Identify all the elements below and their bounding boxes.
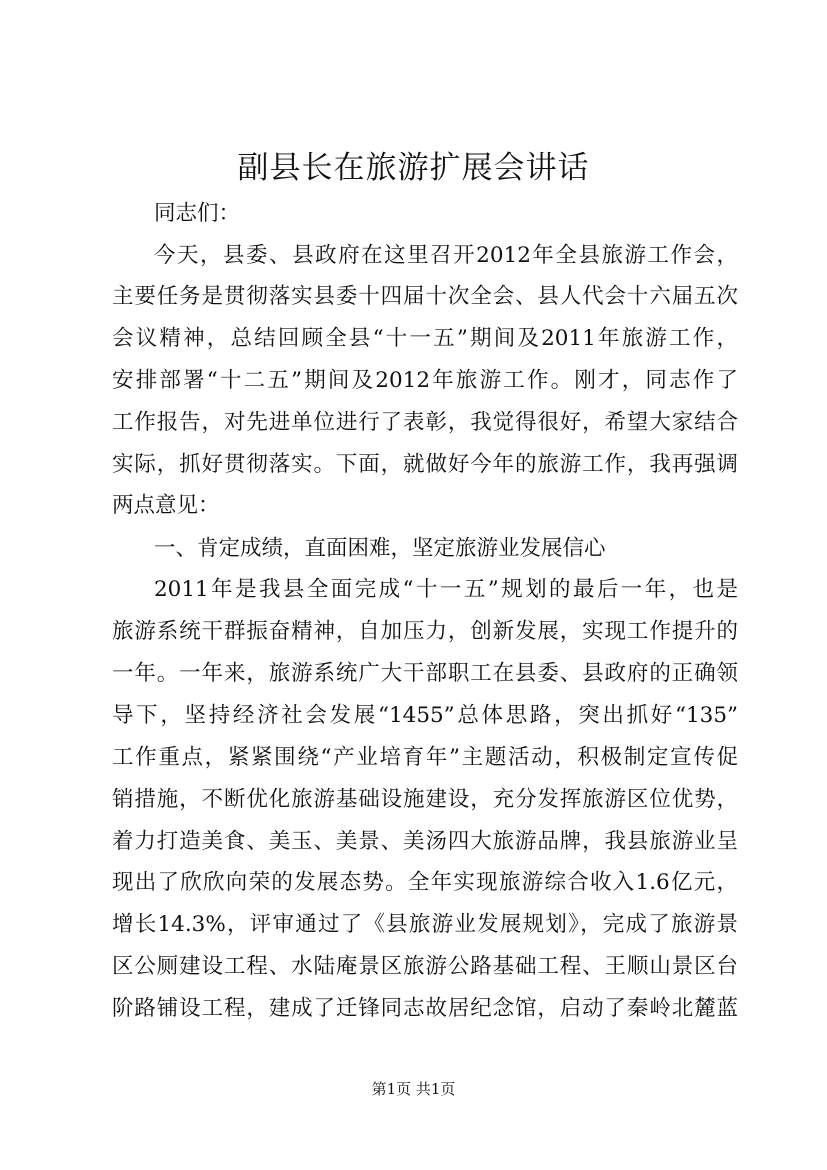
body-line: 2011年是我县全面完成“十一五”规划的最后一年，也是 (154, 577, 738, 602)
section-heading: 一、肯定成绩，直面困难，坚定旅游业发展信心 (154, 536, 606, 561)
body-line: 主要任务是贯彻落实县委十四届十次全会、县人代会十六届五次 (112, 284, 738, 309)
body-line: 区公厕建设工程、水陆庵景区旅游公路基础工程、王顺山景区台 (112, 954, 738, 979)
body-line: 实际，抓好贯彻落实。下面，就做好今年的旅游工作，我再强调 (112, 452, 738, 477)
body-line: 工作报告，对先进单位进行了表彰，我觉得很好，希望大家结合 (112, 410, 738, 435)
body-line: 现出了欣欣向荣的发展态势。全年实现旅游综合收入1.6亿元， (112, 870, 738, 895)
body-line: 今天，县委、县政府在这里召开2012年全县旅游工作会， (154, 243, 738, 268)
salutation-line: 同志们： (154, 201, 241, 226)
document-title: 副县长在旅游扩展会讲话 (237, 150, 590, 186)
body-line: 安排部署“十二五”期间及2012年旅游工作。刚才，同志作了 (112, 368, 738, 393)
body-line: 阶路铺设工程，建成了迁锋同志故居纪念馆，启动了秦岭北麓蓝 (112, 996, 738, 1021)
body-line: 一年。一年来，旅游系统广大干部职工在县委、县政府的正确领 (112, 661, 738, 686)
body-line: 导下，坚持经济社会发展“1455”总体思路，突出抓好“135” (112, 703, 738, 728)
body-line: 销措施，不断优化旅游基础设施建设，充分发挥旅游区位优势， (112, 787, 738, 812)
body-line: 两点意见： (112, 493, 220, 518)
body-line: 着力打造美食、美玉、美景、美汤四大旅游品牌，我县旅游业呈 (112, 829, 738, 854)
body-line: 增长14.3%，评审通过了《县旅游业发展规划》，完成了旅游景 (112, 912, 738, 937)
body-line: 会议精神，总结回顾全县“十一五”期间及2011年旅游工作， (112, 326, 738, 351)
body-line: 旅游系统干群振奋精神，自加压力，创新发展，实现工作提升的 (112, 619, 738, 644)
page-footer: 第1页 共1页 (371, 1080, 456, 1098)
body-line: 工作重点，紧紧围绕“产业培育年”主题活动，积极制定宣传促 (112, 745, 738, 770)
